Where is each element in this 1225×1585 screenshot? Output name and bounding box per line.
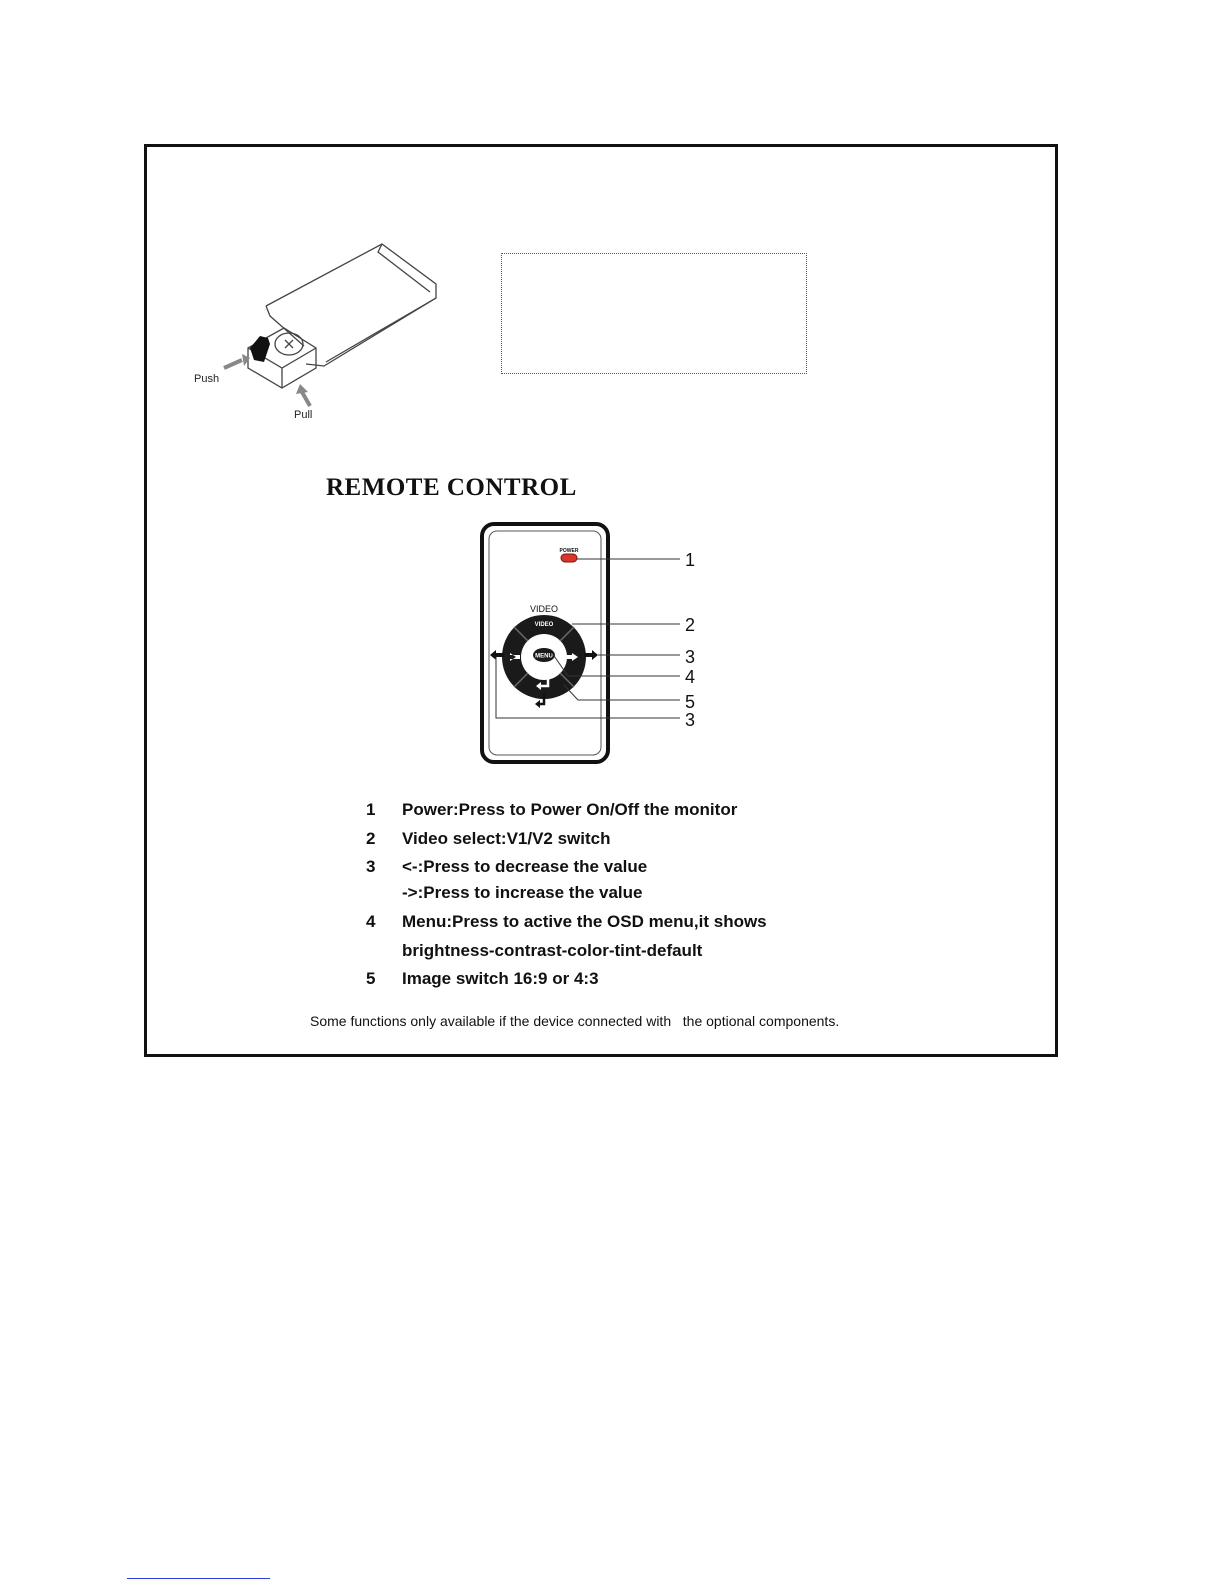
item-text: Power:Press to Power On/Off the monitor (402, 800, 738, 819)
video-outer-label: VIDEO (529, 604, 559, 614)
footnote: Some functions only available if the device connected with the optional components. (310, 1013, 840, 1029)
item-text: Image switch 16:9 or 4:3 (402, 969, 599, 988)
remote-control-illustration (480, 522, 740, 768)
item-number: 3 (366, 857, 376, 876)
power-small-label: POWER (559, 548, 579, 554)
callout-number: 5 (685, 692, 696, 712)
callout-number: 4 (685, 667, 696, 687)
power-button (561, 554, 577, 562)
item-number: 5 (366, 969, 376, 988)
item-text: <-:Press to decrease the value (402, 857, 648, 876)
item-number: 4 (366, 912, 376, 931)
item-text: Video select:V1/V2 switch (402, 829, 611, 848)
placeholder-box (501, 253, 807, 374)
item-text: ->:Press to increase the value (402, 883, 643, 902)
battery-install-illustration (186, 236, 466, 436)
callout-number: 2 (685, 615, 696, 635)
page-title: REMOTE CONTROL (326, 474, 577, 501)
item-number: 1 (366, 800, 376, 819)
callout-number: 3 (685, 710, 696, 730)
menu-label: MENU (535, 653, 553, 660)
video-inner-label: VIDEO (534, 622, 554, 628)
pull-label: Pull (294, 409, 313, 421)
bottom-link-underline[interactable] (127, 1578, 270, 1579)
item-text: brightness-contrast-color-tint-default (402, 941, 703, 960)
callout-number: 1 (685, 550, 696, 570)
item-text: Menu:Press to active the OSD menu,it shows (402, 912, 767, 931)
item-number: 2 (366, 829, 376, 848)
push-label: Push (194, 373, 220, 385)
callout-number: 3 (685, 647, 696, 667)
